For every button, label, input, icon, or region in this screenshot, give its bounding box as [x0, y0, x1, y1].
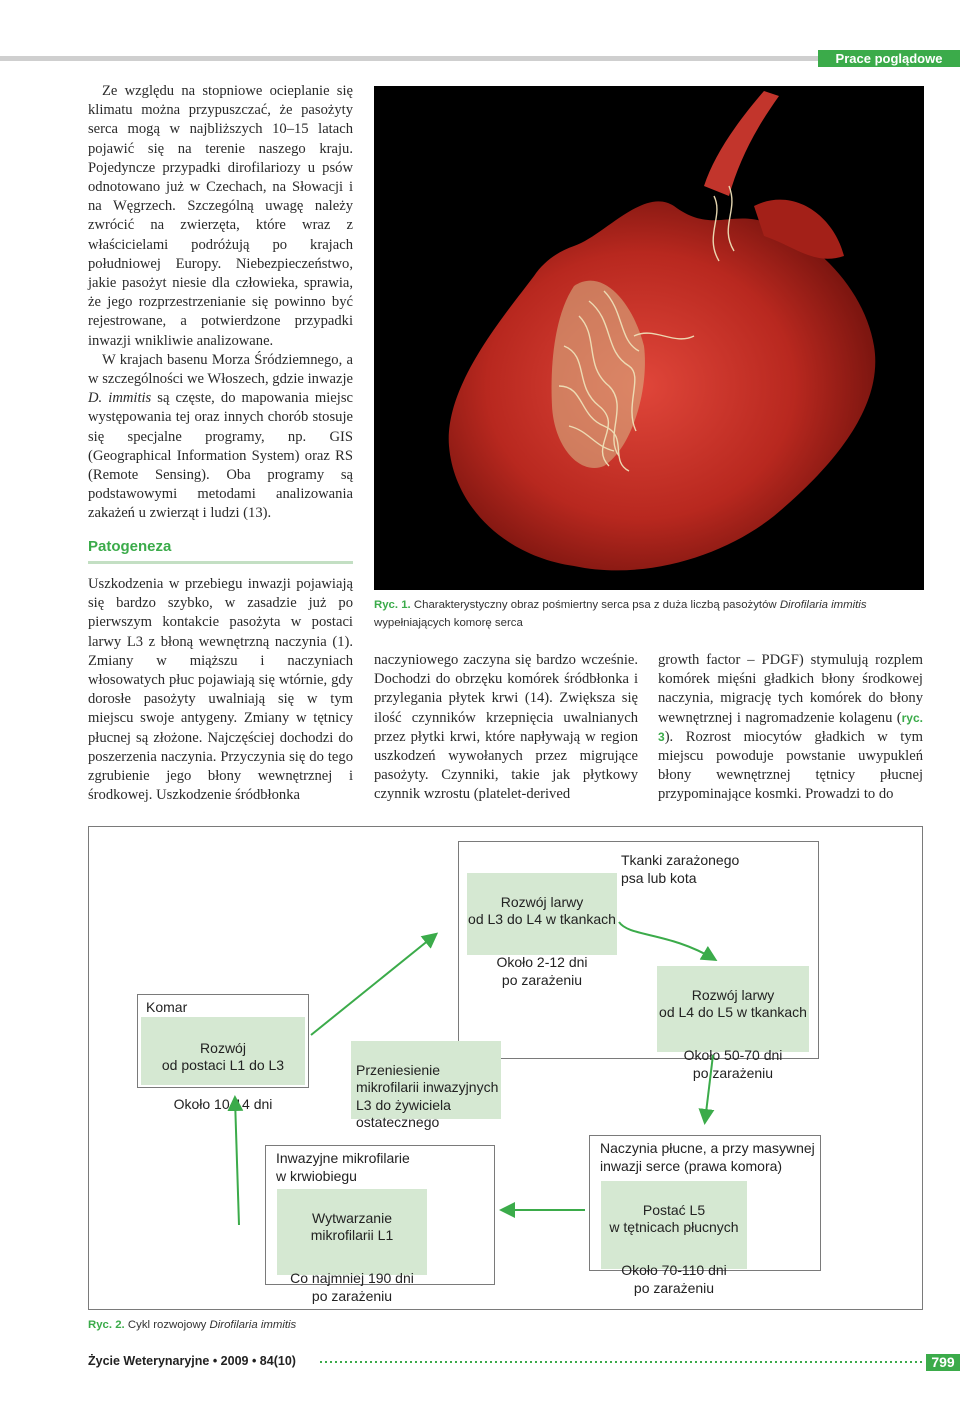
paragraph: Ze względu na stopniowe ocieplanie się klimatu można przypuszczać, że pasożyty serca mogą w najbliższych 10–15 latach pojawić się na terenie naszego kraju. Pojedyncze przypadki dirofilariozy u psów odnotowano już w Czechach, na Słowacji i na Węgrzech. Szczególną uwagę należy zwrócić na zwierzęta, które wraz z właścicielami podróżują po krajach południowej Europy. Niebezpieczeństwo, jakie pasożyt niesie dla człowieka, sprawia, że jego rozprzestrzenianie się powinno być rejestrowane, a potwierdzone przypadki inwazji wnikliwie analizowane.: [88, 83, 353, 349]
figure-reference[interactable]: ryc. 3: [658, 710, 923, 744]
stage-text: Rozwój larwy od L3 do L4 w tkankach: [468, 893, 616, 927]
tkanki-title: Tkanki zarażonego psa lub kota: [621, 852, 740, 886]
figure-label: Ryc. 1.: [374, 599, 411, 611]
figure-label: Ryc. 2.: [88, 1319, 125, 1331]
stage-text: Rozwój larwy od L4 do L5 w tkankach: [659, 986, 807, 1020]
figure-1-caption: [374, 596, 924, 632]
stage-text: Rozwój od postaci L1 do L3: [161, 1039, 285, 1073]
species-name: Dirofilaria immitis: [209, 1319, 297, 1331]
stage-text: Wytwarzanie mikrofilarii L1: [310, 1209, 394, 1243]
naczynia-title: Naczynia płucne, a przy masywnej inwazji serce (prawa komora): [600, 1140, 815, 1174]
journal-info: Życie Weterynaryjne • 2009 • 84(10): [88, 1354, 296, 1368]
paragraph: [88, 351, 353, 524]
page-number: 799: [926, 1354, 960, 1371]
paragraph: [658, 651, 923, 805]
heart-illustration: [374, 86, 924, 590]
arrow-l4l5-to-naczynia: [705, 1055, 713, 1121]
time-text: Około 10-14 dni: [173, 1096, 273, 1112]
mikrofilarie-title: Inwazyjne mikrofilarie w krwiobiegu: [276, 1150, 410, 1184]
text-run: W krajach basenu Morza Śródziemnego, a w szczególności we Włoszech, gdzie inwazje: [88, 351, 353, 388]
left-column-intro: [88, 82, 353, 524]
species-name: D. immitis: [88, 390, 152, 407]
komar-title: Komar: [146, 999, 188, 1015]
arrow-komar-to-tkanki: [311, 935, 435, 1035]
section-heading: Patogeneza: [88, 538, 172, 555]
figure-2-caption: [88, 1316, 296, 1334]
caption-text: Charakterystyczny obraz pośmiertny serca psa z duża liczbą pasożytów: [410, 599, 780, 611]
life-cycle-diagram: [88, 826, 923, 1310]
transfer-text: Przeniesienie mikrofilarii inwazyjnych L3 do żywiciela ostatecznego: [356, 1061, 499, 1130]
text-run: są częste, do mapowania miejsc występowania tej oraz innych chorób stosuje się specjalne programy, np. GIS (Geographical Information System) oraz RS (Remote Sensing). Oba programy są podstawowymi metodami analizowania zakażeń u zwierząt i ludzi (13).: [88, 390, 353, 522]
diagram-arrows: [89, 827, 924, 1311]
species-name: Dirofilaria immitis: [779, 599, 867, 611]
stage-text: Postać L5 w tętnicach płucnych: [609, 1201, 739, 1235]
right-column: [658, 651, 923, 805]
paragraph: naczyniowego zaczyna się bardzo wcześnie. Dochodzi do obrzęku komórek śródbłonka i przylegania płytek krwi (14). Zwiększa się ilość czynników krzepnięcia uwalnianych przez płytki krwi, które napływają w region uszkodzeń wywołanych przez migrujące pasożyty. Czynniki, takie jak płytkowy czynnik wzrostu (platelet-derived: [374, 652, 638, 803]
text-run: growth factor – PDGF) stymulują rozplem komórek mięśni gładkich błony środkowej naczynia, migrację tych komórek do błony wewnętrznej i nagromadzenie kolagenu (: [658, 652, 923, 726]
section-label: Prace poglądowe: [818, 50, 960, 67]
arrow-mikrofilarie-to-komar: [235, 1099, 239, 1225]
left-column-patogeneza: [88, 575, 353, 805]
time-text: Około 70-110 dni po zarażeniu: [621, 1262, 727, 1296]
text-run: ). Rozrost miocytów gładkich w tym miejscu powoduje powstanie uwypukleń błony wewnętrznej tętnicy płucnej przypominające kosmki. Prowadzi to do: [658, 728, 923, 803]
header-rule: [0, 56, 818, 61]
heart-photo: [374, 86, 924, 590]
paragraph: Uszkodzenia w przebiegu inwazji pojawiają się bardzo szybko, w zasadzie już po pierwszym kontakcie pasożyta w postaci larwy L3 z błoną wewnętrzną naczynia (1). Zmiany w miąższu i naczyniach włosowatych płuc pojawiają się wtórnie, gdy dorosłe pasożyty uwalniają się w tym miejscu swoje antygeny. Zmiany w tętnicy płucnej są złożone. Najczęściej dochodzi do poszerzenia naczynia. Przyczynia się do tego zgrubienie jego błony wewnętrznej i środkowej. Uszkodzenie śródbłonka: [88, 576, 353, 804]
time-text: Około 2-12 dni po zarażeniu: [496, 954, 588, 988]
caption-text: wypełniających komorę serca: [374, 617, 523, 629]
time-text: Około 50-70 dni po zarażeniu: [683, 1047, 783, 1081]
middle-column: [374, 651, 638, 805]
caption-text: Cykl rozwojowy: [124, 1319, 210, 1331]
heading-rule: [88, 561, 353, 564]
arrow-l3-to-l4l5: [619, 922, 714, 959]
time-text: Co najmniej 190 dni po zarażeniu: [290, 1270, 414, 1304]
